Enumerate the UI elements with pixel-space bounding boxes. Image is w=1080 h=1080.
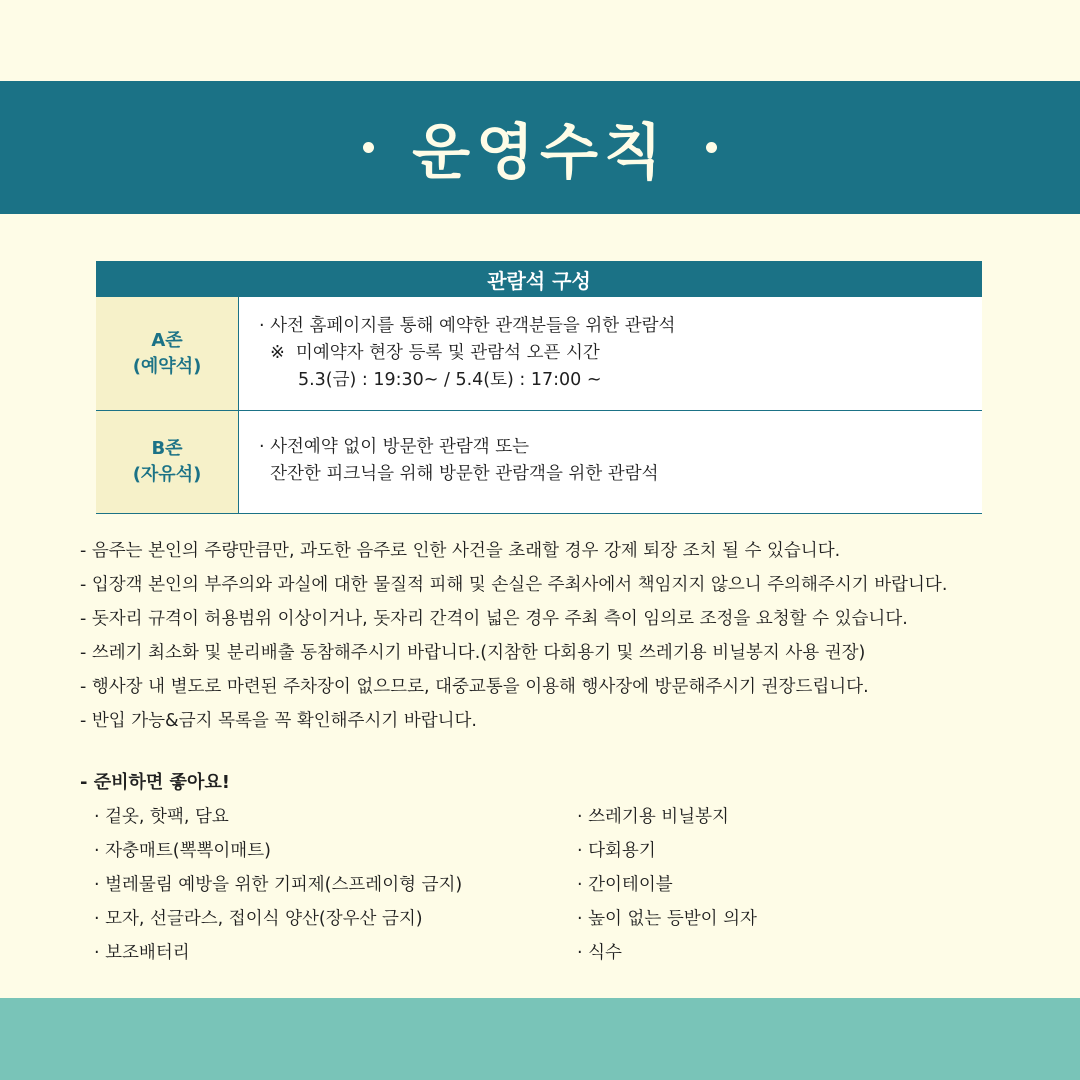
prep-item: · 겉옷, 핫팩, 담요 bbox=[94, 807, 229, 827]
rule-item: - 음주는 본인의 주량만큼만, 과도한 음주로 인한 사건을 초래할 경우 강제 퇴장 조치 될 수 있습니다. bbox=[80, 541, 841, 561]
zone-label-a bbox=[96, 297, 239, 410]
zone-description-a bbox=[239, 297, 982, 410]
zone-desc-line: 5.3(금) : 19:30~ / 5.4(토) : 17:00 ~ bbox=[259, 370, 602, 390]
rule-item: - 쓰레기 최소화 및 분리배출 동참해주시기 바랍니다.(지참한 다회용기 및 쓰레기용 비닐봉지 사용 권장) bbox=[80, 643, 866, 663]
rule-item: - 반입 가능&금지 목록을 꼭 확인해주시기 바랍니다. bbox=[80, 711, 477, 731]
prep-item: · 쓰레기용 비닐봉지 bbox=[577, 807, 729, 827]
prep-heading: - 준비하면 좋아요! bbox=[80, 772, 230, 793]
rule-item: - 행사장 내 별도로 마련된 주차장이 없으므로, 대중교통을 이용해 행사장에 방문해주시기 권장드립니다. bbox=[80, 677, 869, 697]
zone-type: (예약석) bbox=[132, 355, 202, 377]
zone-row-a bbox=[96, 297, 982, 411]
seating-table bbox=[96, 261, 982, 514]
zone-type: (자유석) bbox=[132, 464, 202, 485]
zone-desc-line: · 사전 홈페이지를 통해 예약한 관객분들을 위한 관람석 bbox=[259, 316, 676, 336]
zone-row-b bbox=[96, 411, 982, 514]
bullet-dot-right bbox=[706, 142, 717, 153]
prep-list-left bbox=[94, 800, 462, 970]
zone-name: B존 bbox=[151, 438, 183, 459]
page-title: 운영수칙 bbox=[412, 117, 668, 188]
prep-item: · 자충매트(뽁뽁이매트) bbox=[94, 841, 271, 861]
prep-item: · 식수 bbox=[577, 943, 622, 963]
prep-item: · 간이테이블 bbox=[577, 875, 673, 895]
rule-item: - 돗자리 규격이 허용범위 이상이거나, 돗자리 간격이 넓은 경우 주최 측이 임의로 조정을 요청할 수 있습니다. bbox=[80, 609, 908, 629]
zone-desc-line: 잔잔한 피크닉을 위해 방문한 관람객을 위한 관람석 bbox=[259, 464, 659, 484]
zone-description-b bbox=[239, 411, 982, 513]
prep-item: · 모자, 선글라스, 접이식 양산(장우산 금지) bbox=[94, 909, 423, 929]
prep-item: · 높이 없는 등받이 의자 bbox=[577, 909, 757, 929]
footer-band bbox=[0, 998, 1080, 1080]
bullet-dot-left bbox=[363, 142, 374, 153]
zone-name: A존 bbox=[151, 329, 183, 351]
prep-item: · 다회용기 bbox=[577, 841, 656, 861]
prep-item: · 벌레물림 예방을 위한 기피제(스프레이형 금지) bbox=[94, 875, 463, 895]
prep-item: · 보조배터리 bbox=[94, 943, 190, 963]
zone-label-b bbox=[96, 411, 239, 513]
title-banner bbox=[0, 81, 1080, 214]
prep-list-right bbox=[577, 800, 757, 970]
seating-table-heading: 관람석 구성 bbox=[96, 261, 982, 297]
zone-desc-line: · 사전예약 없이 방문한 관람객 또는 bbox=[259, 437, 530, 457]
rules-list bbox=[80, 534, 1040, 738]
zone-desc-line: ※ 미예약자 현장 등록 및 관람석 오픈 시간 bbox=[259, 343, 600, 363]
rule-item: - 입장객 본인의 부주의와 과실에 대한 물질적 피해 및 손실은 주최사에서 책임지지 않으니 주의해주시기 바랍니다. bbox=[80, 575, 948, 595]
